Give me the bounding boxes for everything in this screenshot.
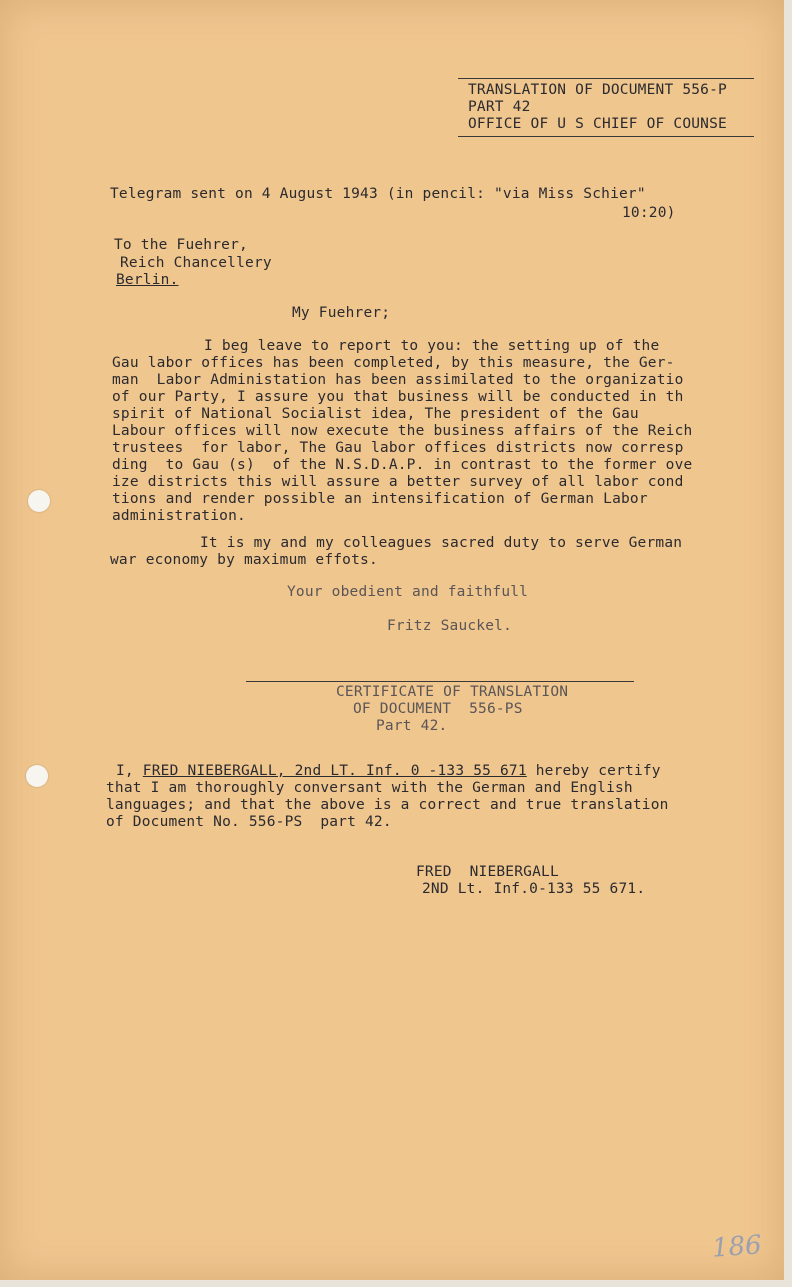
body-line: spirit of National Socialist idea, The president of the Gau [112, 406, 639, 422]
page-number: 186 [711, 1230, 763, 1264]
address-line-1: To the Fuehrer, [114, 237, 248, 253]
certificate-line-1 [116, 763, 661, 779]
body-line: It is my and my colleagues sacred duty to serve German [200, 535, 683, 551]
certificate-line-3: languages; and that the above is a correct and true translation [106, 797, 669, 813]
body-line: ding to Gau (s) of the N.S.D.A.P. in contrast to the former ove [112, 457, 693, 473]
certificate-suffix: hereby certify [526, 763, 661, 779]
address-line-2: Reich Chancellery [120, 255, 272, 271]
certificate-title-3: Part 42. [376, 718, 448, 734]
body-line: tions and render possible an intensification of German Labor [112, 491, 648, 507]
certificate-rule [246, 681, 634, 682]
body-line: war economy by maximum effots. [110, 552, 378, 568]
signature: Fritz Sauckel. [387, 618, 513, 634]
body-line: Labour offices will now execute the business affairs of the Reich [112, 423, 693, 439]
body-line: trustees for labor, The Gau labor offices districts now corresp [112, 440, 684, 456]
header-rule-top [458, 78, 754, 79]
scan-edge-bottom [0, 1280, 792, 1287]
body-line: man Labor Administation has been assimilated to the organizatio [112, 372, 684, 388]
punch-hole-bottom [26, 765, 48, 787]
header-rule-bottom [458, 136, 754, 137]
body-line: of our Party, I assure you that business will be conducted in th [112, 389, 684, 405]
scan-edge-right [784, 0, 792, 1287]
body-line: Gau labor offices has been completed, by this measure, the Ger- [112, 355, 675, 371]
header-line-3: OFFICE OF U S CHIEF OF COUNSE [468, 116, 727, 132]
punch-hole-top [28, 490, 50, 512]
certificate-prefix: I, [116, 763, 143, 779]
body-line: administration. [112, 508, 246, 524]
certificate-title-2: OF DOCUMENT 556-PS [353, 701, 523, 717]
salutation: My Fuehrer; [292, 305, 391, 321]
certificate-line-2: that I am thoroughly conversant with the German and English [106, 780, 633, 796]
valediction: Your obedient and faithfull [287, 584, 529, 600]
translator-name: FRED NIEBERGALL, 2nd LT. Inf. 0 -133 55 671 [142, 763, 527, 779]
signoff-line-1: FRED NIEBERGALL [416, 864, 559, 880]
address-line-3: Berlin. [116, 272, 179, 288]
body-line: I beg leave to report to you: the setting up of the [204, 338, 660, 354]
certificate-title-1: CERTIFICATE OF TRANSLATION [336, 684, 569, 700]
telegram-line-1: Telegram sent on 4 August 1943 (in pencil: "via Miss Schier" [110, 186, 646, 202]
header-line-2: PART 42 [468, 99, 531, 115]
body-line: ize districts this will assure a better survey of all labor cond [112, 474, 684, 490]
signoff-line-2: 2ND Lt. Inf.0-133 55 671. [422, 881, 646, 897]
telegram-line-2: 10:20) [622, 205, 676, 221]
header-line-1: TRANSLATION OF DOCUMENT 556-P [468, 82, 727, 98]
certificate-line-4: of Document No. 556-PS part 42. [106, 814, 392, 830]
